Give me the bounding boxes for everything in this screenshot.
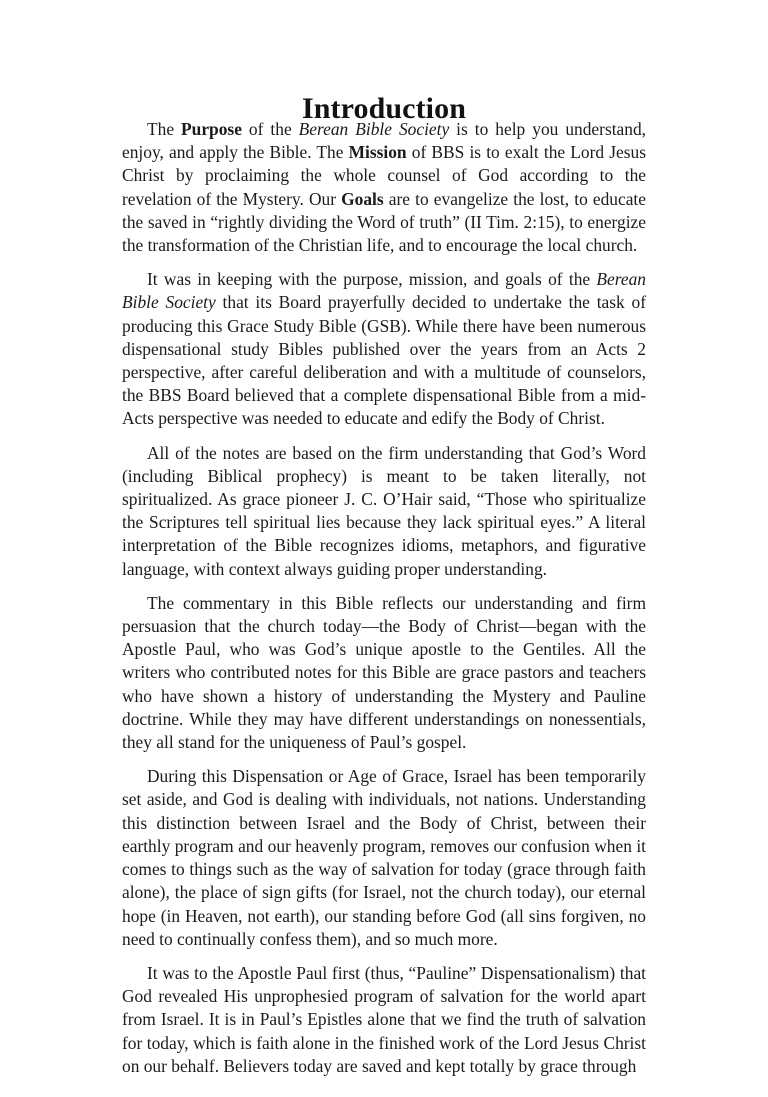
emphasis-bold: Mission — [348, 142, 407, 163]
text-run: During this Dispensation or Age of Grace, Israel has been temporarily set aside, and God is dealing with individuals, not nations. Understanding this distinction between Israel and the Body of Christ, between their earthly program and our heavenly program, removes our confusion when it comes to things such as the way of salvation for today (grace through faith alone), the place of sign gifts (for Israel, not the church today), our eternal hope (in Heaven, not earth), our standing before God (all sins forgiven, no need to continually confess them), and so much more. — [122, 766, 646, 949]
emphasis-bold: Purpose — [181, 119, 242, 139]
paragraph-literal-interpretation — [122, 442, 646, 581]
emphasis-bold: Goals — [341, 188, 384, 209]
text-run: The commentary in this Bible reflects our understanding and firm persuasion that the church today—the Body of Christ—began with the Apostle Paul, who was God’s unique apostle to the Gentiles. All the writers who contributed notes for this Bible are grace pastors and teachers who have shown a history of understanding the Mystery and Pauline doctrine. While they may have different understandings on nonessentials, they all stand for the uniqueness of Paul’s gospel. — [122, 592, 646, 753]
paragraph-commentary-pauline — [122, 592, 646, 754]
text-run: of BBS is to exalt the Lord Jesus Christ by proclaiming the whole counsel of God according to the revelation of the Mystery. Our — [122, 142, 646, 209]
text-run: are to evangelize the lost, to educate the saved in “rightly dividing the Word of truth” (II Tim. 2:15), to energize the transformation of the Christian life, and to encourage the local church. — [122, 188, 646, 256]
text-run: It was to the Apostle Paul first (thus, “Pauline” Dispensationalism) that God revealed His unprophesied program of salvation for the world apart from Israel. It is in Paul’s Epistles alone that we find the truth of salvation for today, which is faith alone in the finished work of the Lord Jesus Christ on our behalf. Believers today are saved and kept totally by grace through — [122, 962, 646, 1076]
emphasis-italic: Berean Bible Society — [298, 119, 450, 139]
paragraph-pauline-dispensationalism — [122, 962, 646, 1078]
text-run: is to help you understand, enjoy, and apply the Bible. The — [122, 119, 646, 163]
text-run: of the — [241, 119, 299, 139]
page-title: Introduction — [301, 92, 467, 126]
paragraph-dispensation-of-grace — [122, 765, 646, 951]
paragraph-purpose-mission-goals — [122, 118, 646, 257]
emphasis-italic: Berean Bible Society — [122, 269, 646, 313]
text-run: that its Board prayerfully decided to undertake the task of producing this Grace Study Bible (GSB). While there have been numerous dispensational study Bibles published over the years from an Acts 2 perspective, after careful deliberation and with a multitude of counselors, the BBS Board believed that a complete dispensational Bible from a mid-Acts perspective was needed to educate and edify the Body of Christ. — [122, 292, 646, 429]
text-run: The — [147, 119, 182, 139]
text-run: It was in keeping with the purpose, mission, and goals of the — [147, 269, 597, 290]
body-text-block — [122, 118, 646, 1078]
paragraph-board-decision-gsb — [122, 268, 646, 430]
text-run: All of the notes are based on the firm understanding that God’s Word (including Biblical prophecy) is meant to be taken literally, not spiritualized. As grace pioneer J. C. O’Hair said, “Those who spiritualize the Scriptures tell spiritual lies because they lack spiritual eyes.” A literal interpretation of the Bible recognizes idioms, metaphors, and figurative language, with context always guiding proper understanding. — [122, 442, 646, 579]
